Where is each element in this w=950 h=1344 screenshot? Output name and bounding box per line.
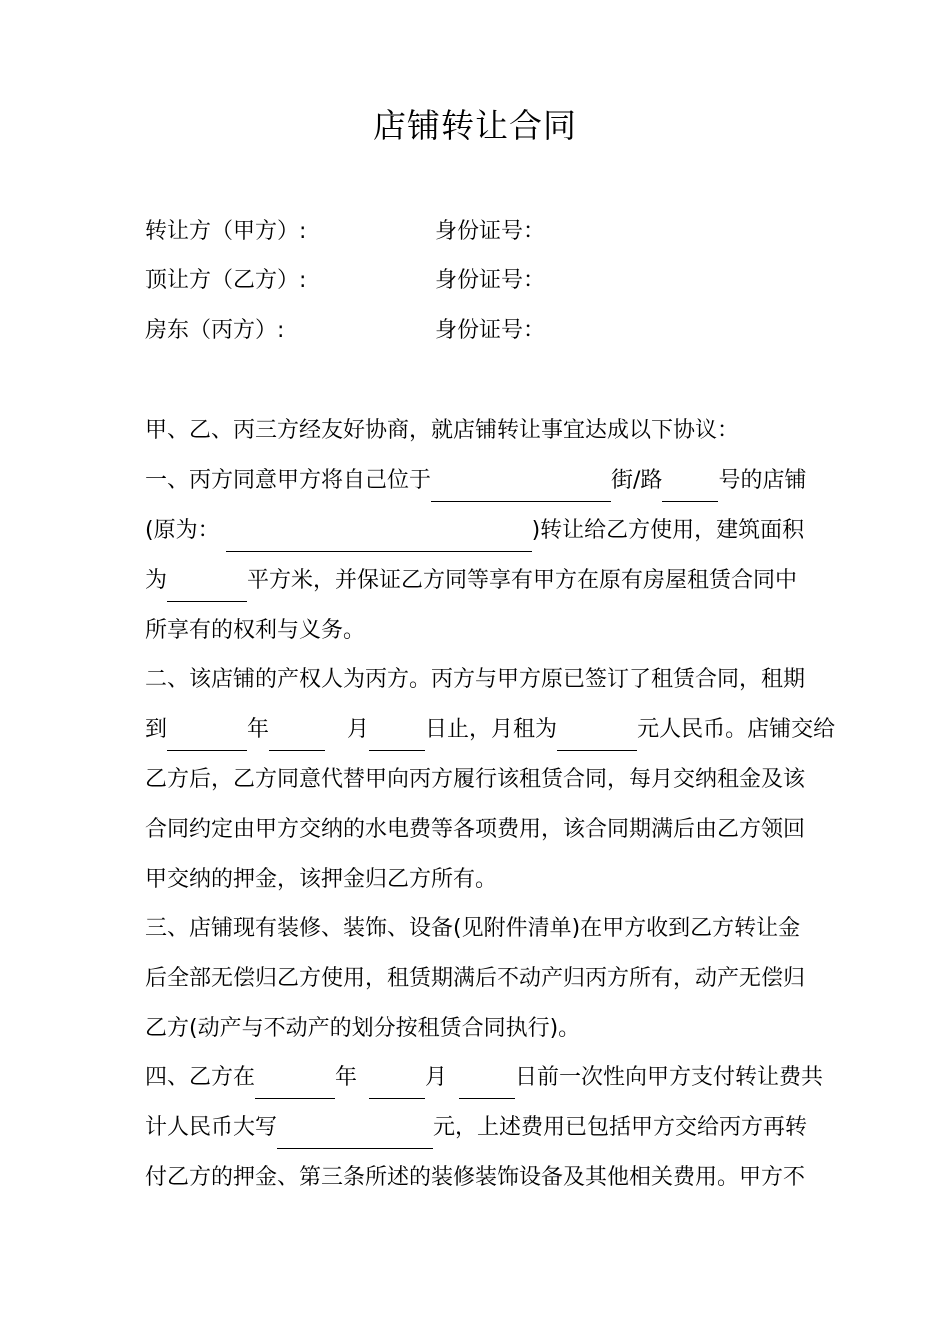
clause-2-text: 年 — [247, 717, 270, 742]
clause-2-line-3: 乙方后，乙方同意代替甲向丙方履行该租赁合同，每月交纳租金及该 — [145, 767, 806, 792]
monthly-rent-blank — [557, 721, 637, 751]
clause-2-text: 月 — [347, 717, 370, 742]
party-transferor-label: 转让方（甲方）: — [145, 219, 307, 244]
document-title: 店铺转让合同 — [373, 106, 577, 145]
area-blank — [167, 572, 247, 602]
lease-day-blank — [369, 721, 425, 751]
party-transferor-id-label: 身份证号： — [435, 219, 546, 244]
clause-4-text: 四、乙方在 — [145, 1065, 256, 1090]
clause-4-text: 元，上述费用已包括甲方交给丙方再转 — [433, 1115, 808, 1140]
party-transferee-label: 顶让方（乙方）: — [145, 268, 307, 293]
payment-month-blank — [369, 1069, 425, 1099]
clause-1-text: 街/路 — [611, 468, 663, 493]
clause-1-text: )转让给乙方使用，建筑面积 — [531, 518, 805, 543]
lease-year-blank — [167, 721, 247, 751]
clause-2-text: 日止，月租为 — [425, 717, 558, 742]
clause-1-line-3 — [145, 566, 797, 596]
clause-3-line-3: 乙方(动产与不动产的划分按租赁合同执行)。 — [145, 1016, 581, 1041]
clause-1-line-1 — [145, 466, 806, 496]
clause-2-line-1: 二、该店铺的产权人为丙方。丙方与甲方原已签订了租赁合同，租期 — [145, 667, 806, 692]
clause-3-line-2: 后全部无偿归乙方使用，租赁期满后不动产归丙方所有，动产无偿归 — [145, 966, 806, 991]
number-blank — [662, 472, 718, 502]
street-blank — [431, 472, 611, 502]
clause-1-text: (原为： — [145, 518, 220, 543]
clause-2-line-4: 合同约定由甲方交纳的水电费等各项费用，该合同期满后由乙方领回 — [145, 817, 806, 842]
clause-1-text: 号的店铺 — [718, 468, 807, 493]
clause-2-line-2 — [145, 715, 835, 745]
original-use-blank — [226, 522, 532, 552]
clause-4-line-2 — [145, 1113, 807, 1143]
clause-1-text: 一、丙方同意甲方将自己位于 — [145, 468, 432, 493]
clause-1-text: 为 — [145, 568, 168, 593]
transfer-fee-blank — [277, 1119, 433, 1149]
intro-paragraph: 甲、乙、丙三方经友好协商，就店铺转让事宜达成以下协议： — [145, 418, 740, 443]
party-landlord-label: 房东（丙方）: — [145, 318, 285, 343]
clause-4-text: 计人民币大写 — [145, 1115, 278, 1140]
party-landlord-id-label: 身份证号： — [435, 318, 546, 343]
clause-1-line-4: 所享有的权利与义务。 — [145, 618, 366, 643]
party-transferee-id-label: 身份证号： — [435, 268, 546, 293]
clause-4-text: 年 — [335, 1065, 358, 1090]
clause-4-text: 日前一次性向甲方支付转让费共 — [515, 1065, 824, 1090]
clause-2-text: 到 — [145, 717, 168, 742]
clause-1-line-2 — [145, 516, 804, 546]
payment-day-blank — [459, 1069, 515, 1099]
payment-year-blank — [255, 1069, 335, 1099]
clause-2-line-5: 甲交纳的押金，该押金归乙方所有。 — [145, 867, 498, 892]
clause-4-text: 月 — [425, 1065, 448, 1090]
clause-2-text: 元人民币。店铺交给 — [637, 717, 836, 742]
clause-4-line-1 — [145, 1063, 823, 1093]
clause-4-line-3: 付乙方的押金、第三条所述的装修装饰设备及其他相关费用。甲方不 — [145, 1165, 806, 1190]
clause-3-line-1: 三、店铺现有装修、装饰、设备(见附件清单)在甲方收到乙方转让金 — [145, 916, 801, 941]
clause-1-text: 平方米，并保证乙方同等享有甲方在原有房屋租赁合同中 — [247, 568, 798, 593]
lease-month-blank — [269, 721, 325, 751]
